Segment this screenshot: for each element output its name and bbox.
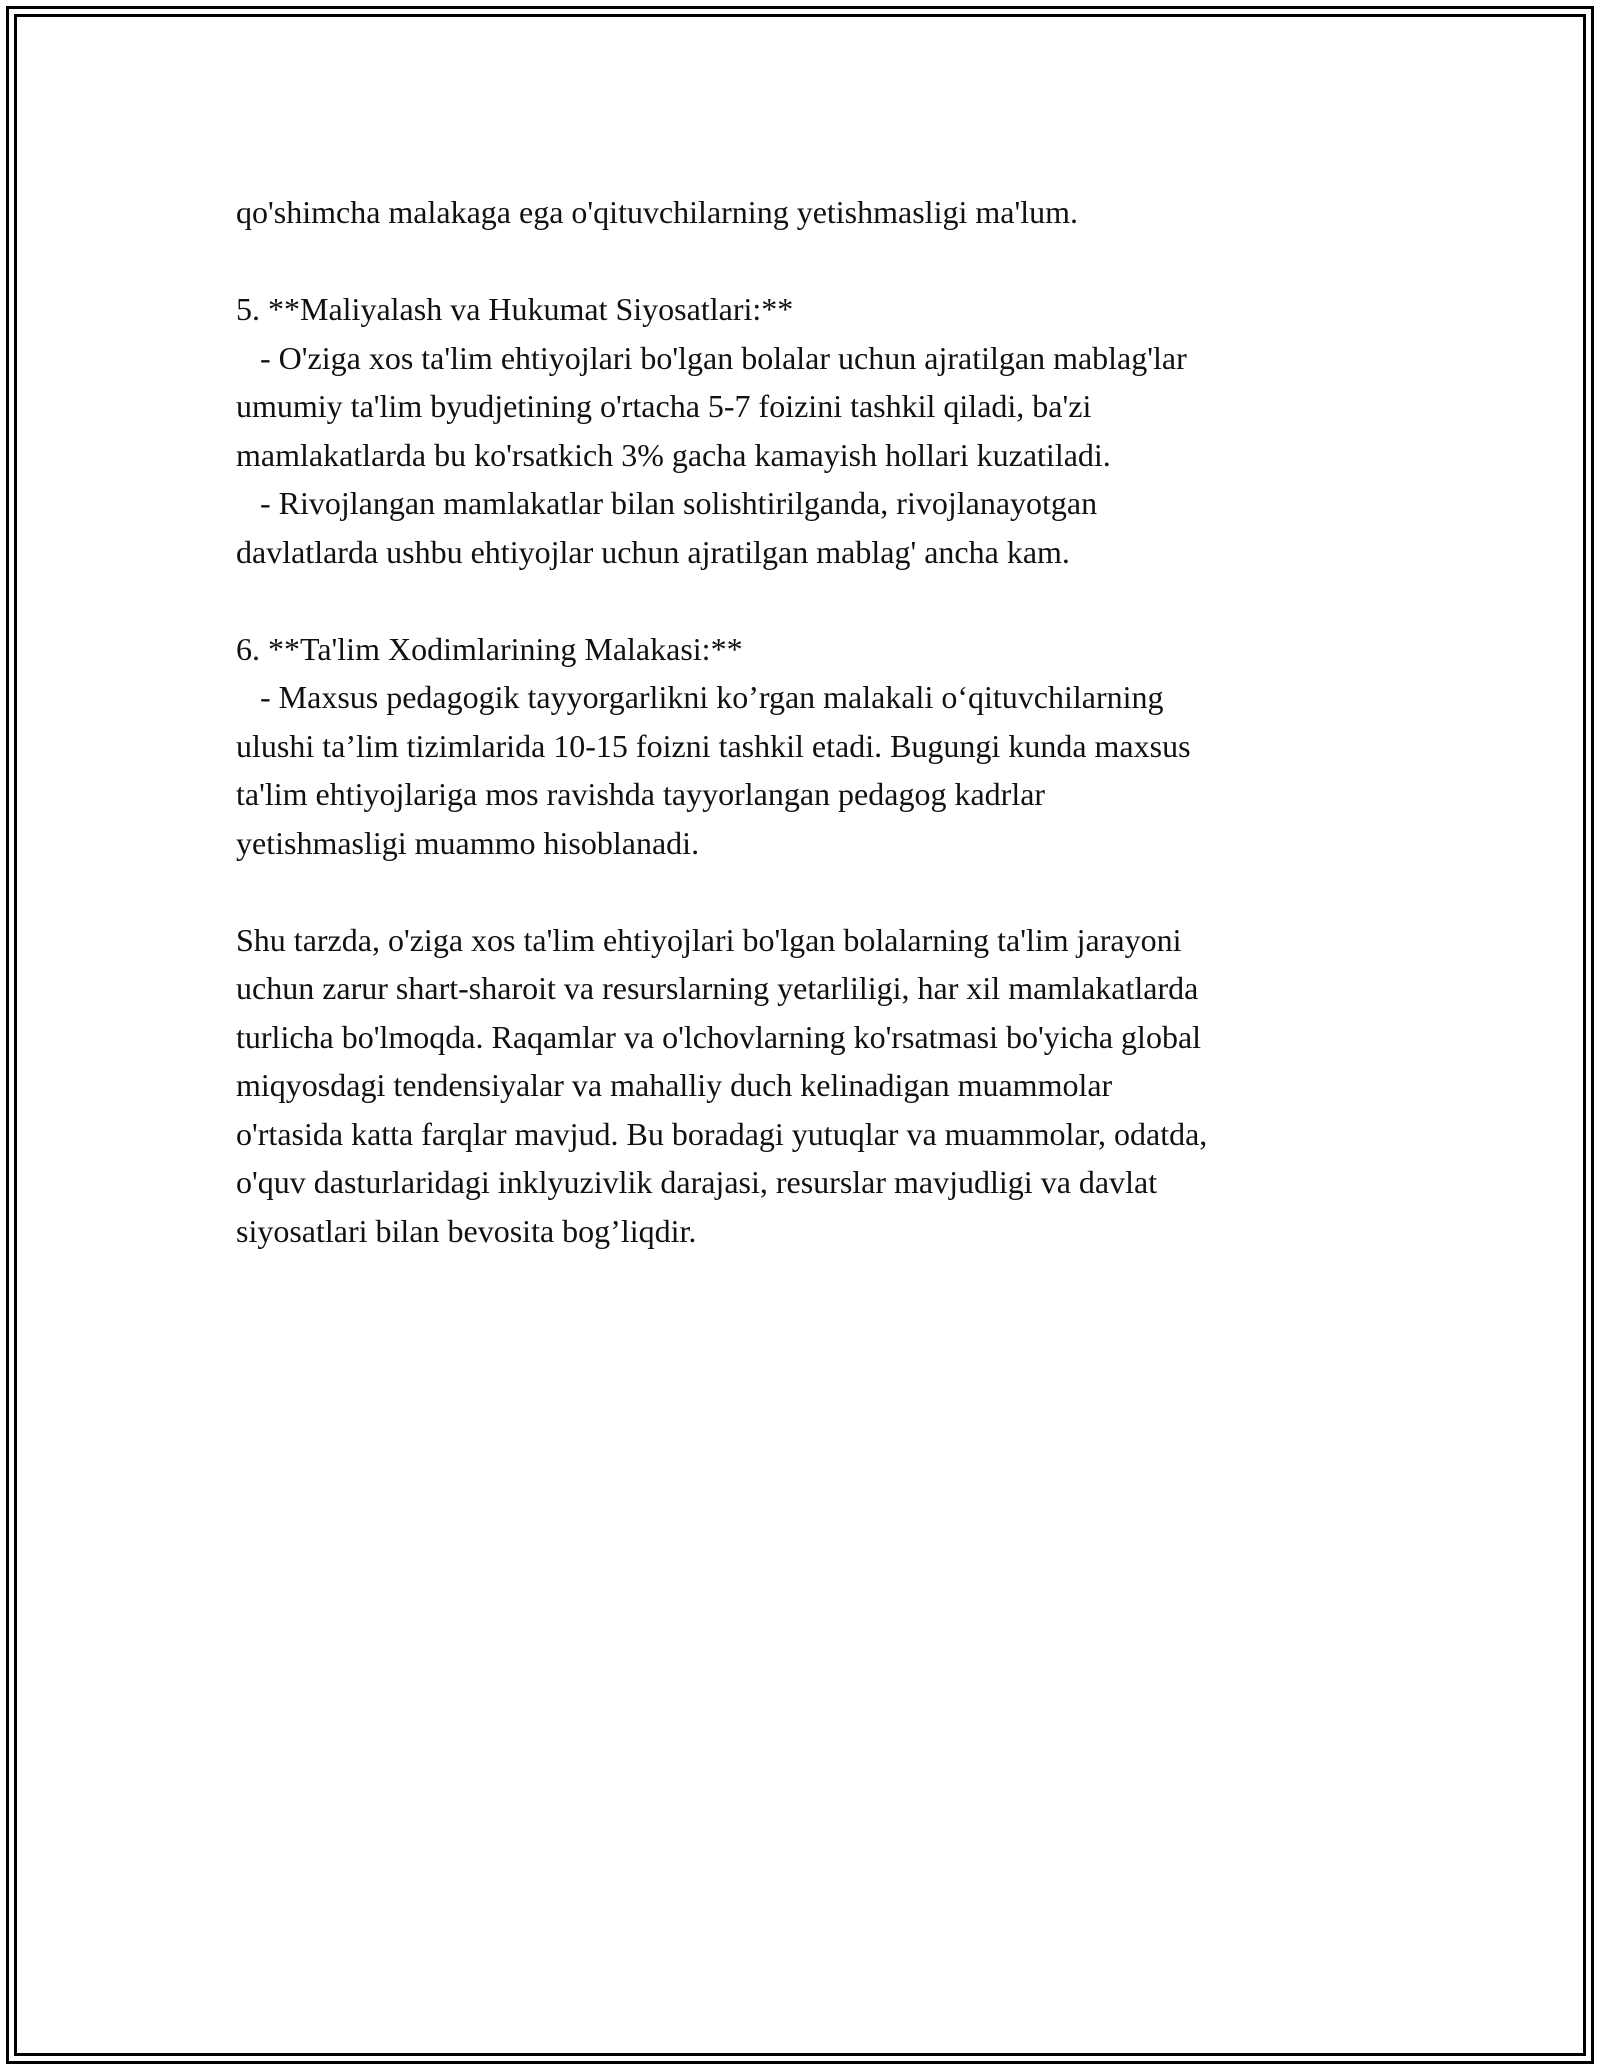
text-line: miqyosdagi tendensiyalar va mahalliy duch kelinadigan muammolar — [236, 1067, 1113, 1103]
paragraph-conclusion — [236, 916, 1366, 1256]
paragraph-intro-tail — [236, 188, 1366, 237]
text-line: - Maxsus pedagogik tayyorgarlikni ko’rgan malakali o‘qituvchilarning — [236, 679, 1164, 715]
document-body — [236, 188, 1366, 1304]
text-line: uchun zarur shart-sharoit va resurslarning yetarliligi, har xil mamlakatlarda — [236, 970, 1199, 1006]
text-line: umumiy ta'lim byudjetining o'rtacha 5-7 foizini tashkil qiladi, ba'zi — [236, 388, 1092, 424]
paragraph-section-5 — [236, 285, 1366, 576]
text-line: ulushi ta’lim tizimlarida 10-15 foizni tashkil etadi. Bugungi kunda maxsus — [236, 727, 1191, 764]
text-line: davlatlarda ushbu ehtiyojlar uchun ajratilgan mablag' ancha kam. — [236, 533, 1070, 570]
text-line: ta'lim ehtiyojlariga mos ravishda tayyorlangan pedagog kadrlar — [236, 776, 1046, 812]
text-line: - Rivojlangan mamlakatlar bilan solishtirilganda, rivojlanayotgan — [236, 485, 1098, 521]
text-line: Shu tarzda, o'ziga xos ta'lim ehtiyojlari bo'lgan bolalarning ta'lim jarayoni — [236, 921, 1182, 958]
text-line: qo'shimcha malakaga ega o'qituvchilarning yetishmasligi ma'lum. — [236, 194, 1078, 230]
text-line: yetishmasligi muammo hisoblanadi. — [236, 824, 700, 861]
section-heading: 6. **Ta'lim Xodimlarining Malakasi:** — [236, 630, 743, 667]
text-line: siyosatlari bilan bevosita bog’liqdir. — [236, 1212, 697, 1249]
text-line: mamlakatlarda bu ko'rsatkich 3% gacha kamayish hollari kuzatiladi. — [236, 436, 1111, 473]
text-line: - O'ziga xos ta'lim ehtiyojlari bo'lgan bolalar uchun ajratilgan mablag'lar — [236, 339, 1187, 376]
text-line: o'rtasida katta farqlar mavjud. Bu boradagi yutuqlar va muammolar, odatda, — [236, 1115, 1208, 1152]
paragraph-section-6 — [236, 625, 1366, 868]
text-line: turlicha bo'lmoqda. Raqamlar va o'lchovlarning ko'rsatmasi bo'yicha global — [236, 1018, 1202, 1055]
text-line: o'quv dasturlaridagi inklyuzivlik darajasi, resurslar mavjudligi va davlat — [236, 1164, 1158, 1200]
section-heading: 5. **Maliyalash va Hukumat Siyosatlari:** — [236, 291, 794, 327]
